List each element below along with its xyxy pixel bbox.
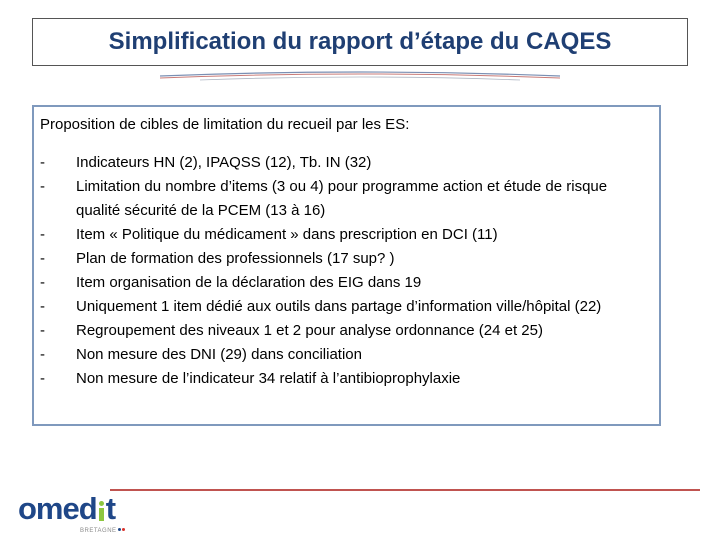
list-item: - Non mesure des DNI (29) dans conciliation: [40, 343, 653, 367]
list-item: - Item organisation de la déclaration des EIG dans 19: [40, 271, 653, 295]
decorative-swoosh: [160, 70, 560, 84]
title-box: [32, 18, 688, 66]
logo-wordmark: omed t: [18, 491, 116, 526]
list-item: - Non mesure de l’indicateur 34 relatif à l’antibioprophylaxie: [40, 367, 653, 391]
bullet-dash: -: [40, 322, 45, 339]
flag-dot-blue-icon: [118, 528, 121, 531]
bullet-dash: -: [40, 226, 45, 243]
content-subtitle: Proposition de cibles de limitation du recueil par les ES:: [40, 116, 410, 133]
bullet-dash: -: [40, 178, 45, 195]
content-box: [32, 105, 661, 426]
slide-title: Simplification du rapport d’étape du CAQES: [108, 28, 612, 55]
omedit-logo: [18, 492, 138, 538]
logo-region: BRETAGNE: [80, 528, 125, 534]
bullet-dash: -: [40, 154, 45, 171]
bullet-dash: -: [40, 298, 45, 315]
list-item: - Plan de formation des professionnels (17 sup? ): [40, 247, 653, 271]
list-item: - Limitation du nombre d’items (3 ou 4) pour programme action et étude de risque qualité sécurité de la PCEM (13 à 16): [40, 175, 653, 223]
bullet-dash: -: [40, 250, 45, 267]
list-item: - Item « Politique du médicament » dans prescription en DCI (11): [40, 223, 653, 247]
bullet-list: [40, 151, 653, 391]
bullet-dash: -: [40, 274, 45, 291]
list-item: - Uniquement 1 item dédié aux outils dans partage d’information ville/hôpital (22): [40, 295, 653, 319]
flag-dot-red-icon: [122, 528, 125, 531]
footer-divider: [110, 489, 700, 491]
bullet-dash: -: [40, 346, 45, 363]
logo-i-figure-icon: [98, 501, 105, 521]
list-item: - Indicateurs HN (2), IPAQSS (12), Tb. IN (32): [40, 151, 653, 175]
bullet-dash: -: [40, 370, 45, 387]
list-item: - Regroupement des niveaux 1 et 2 pour analyse ordonnance (24 et 25): [40, 319, 653, 343]
